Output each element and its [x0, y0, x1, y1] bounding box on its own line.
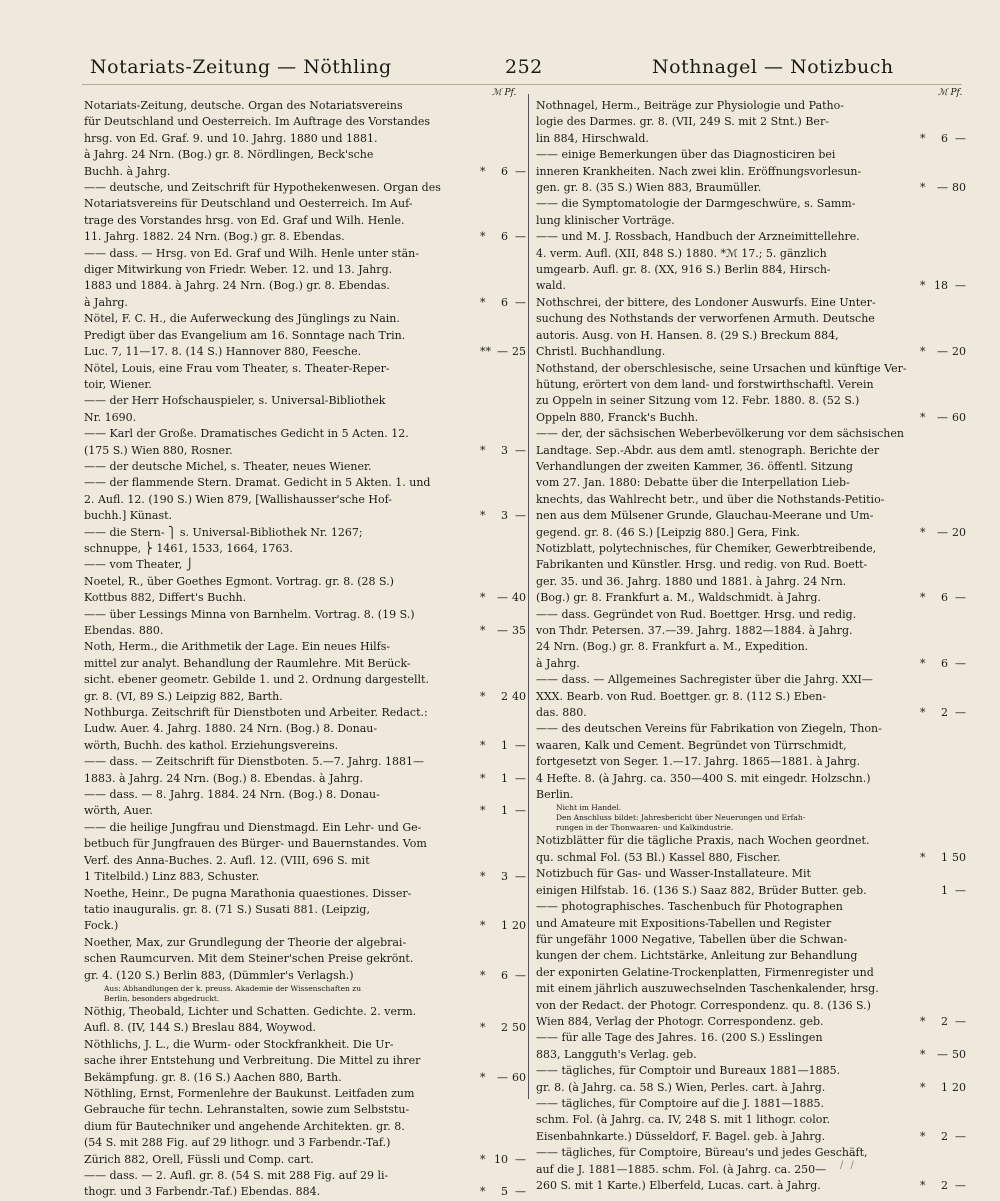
price-star: * [480, 804, 486, 818]
price-star: * [920, 345, 926, 359]
price-star: * [480, 870, 486, 884]
entry-text: Nothschrei, der bittere, des Londoner Auswurfs. Eine Unter- suchung des Nothstands der verworfenen Armuth. Deutsche autoris. Ausg. von H. Hansen. 8. (29 S.) Breckum 884, Christl. Buchhandlung. [536, 295, 876, 359]
entry-text: —— dass. — 2. Aufl. gr. 8. (54 S. mit 288 Fig. auf 29 li- thogr. und 3 Farbendr.-Taf.) Ebendas. 884. [84, 1169, 389, 1199]
entry-text: —— tägliches, für Comptoire, Büreau's und jedes Geschäft, auf die J. 1881—1885. schm. Fol. (à Jahrg. ca. 250— 260 S. mit 1 Karte.) Elberfeld, Lucas. cart. à Jahrg. [536, 1146, 868, 1192]
price-pfennig: — [955, 706, 966, 720]
catalog-entry [536, 426, 966, 541]
price-mark: 2 [941, 1014, 948, 1028]
price-pfennig: 20 [512, 919, 526, 933]
price-star: * [480, 968, 486, 982]
entry-price [480, 918, 526, 934]
entry-price [920, 344, 966, 360]
header-rule [82, 84, 962, 85]
price-pfennig: — [515, 804, 526, 818]
header-right-title: Nothnagel — Notizbuch [652, 56, 894, 78]
entry-price [480, 344, 526, 360]
price-star: * [480, 591, 486, 605]
price-star: ** [480, 345, 491, 359]
price-pfennig: — [955, 591, 966, 605]
price-mark: 6 [501, 968, 508, 982]
price-star: * [480, 919, 486, 933]
catalog-entry [536, 672, 966, 721]
catalog-entry [84, 1037, 526, 1086]
left-column [84, 98, 526, 1201]
price-star: * [480, 1021, 486, 1035]
catalog-entry [84, 393, 526, 426]
entry-price [920, 1014, 966, 1030]
price-mark: — [937, 1047, 948, 1061]
price-mark: 6 [501, 295, 508, 309]
catalog-entry [84, 1086, 526, 1168]
entry-price [920, 180, 966, 196]
entry-text: —— des deutschen Vereins für Fabrikation von Ziegeln, Thon- waaren, Kalk und Cement. Begründet von Türrschmidt, fortgesetzt von Seger. 1.—17. Jahrg. 1865—1881. à Jahrg. 4 Hefte. 8. (à Jahrg. ca. 350—400 S. mit eingedr. Holzschn.) Berlin. [536, 722, 882, 802]
price-star: * [480, 230, 486, 244]
price-mark: — [497, 1070, 508, 1084]
price-pfennig: — [515, 870, 526, 884]
price-pfennig: — [955, 1014, 966, 1028]
price-pfennig: 35 [512, 624, 526, 637]
entry-price [480, 164, 526, 180]
catalog-entry [536, 1063, 966, 1096]
currency-heading-right: ℳ Pf. [938, 88, 963, 98]
entry-text: —— dass. — Hrsg. von Ed. Graf und Wilh. Henle unter stän- diger Mitwirkung von Friedr. Weber. 12. und 13. Jahrg. 1883 und 1884. à Jahrg. 24 Nrn. (Bog.) gr. 8. Ebendas. à Jahrg. [84, 246, 419, 309]
price-mark: 3 [501, 870, 508, 884]
entry-price [480, 508, 526, 524]
catalog-entry [84, 180, 526, 246]
price-pfennig: 40 [512, 591, 526, 605]
price-mark: 5 [501, 1185, 508, 1199]
entry-price [480, 443, 526, 459]
catalog-entry [536, 866, 966, 899]
price-star: * [920, 181, 926, 195]
entry-text: —— der, der sächsischen Weberbevölkerung vor dem sächsischen Landtage. Sep.-Abdr. aus dem amtl. stenograph. Berichte der Verhandlungen der zweiten Kammer, 36. öffentl. Sitzung vom 27. Jan. 1880: Debatte über die Interpellation Lieb- knechts, das Wahlrecht betr., und über die Nothstands-Petitio- nen aus dem Mülsener Grunde, Glauchau-Meerane und Um- gegend. gr. 8. (46 S.) [Leipzig 880.] Gera, Fink. [536, 427, 904, 539]
catalog-entry [84, 607, 526, 640]
price-star: * [480, 443, 486, 457]
catalog-entry [84, 886, 526, 935]
price-star: * [920, 656, 926, 670]
catalog-entry [536, 607, 966, 673]
entry-price [480, 1184, 526, 1200]
price-mark: 6 [941, 591, 948, 605]
price-pfennig: — [515, 968, 526, 982]
entry-text: —— über Lessings Minna von Barnhelm. Vortrag. 8. (19 S.) Ebendas. 880. [84, 607, 415, 637]
entry-text: Nötel, F. C. H., die Auferweckung des Jünglings zu Nain. Predigt über das Evangelium am 16. Sonntage nach Trin. Luc. 7, 11—17. 8. (14 S.) Hannover 880, Feesche. [84, 312, 406, 359]
entry-price [480, 295, 526, 311]
price-star: * [480, 1185, 486, 1199]
catalog-entry [84, 475, 526, 524]
entry-text: —— Karl der Große. Dramatisches Gedicht in 5 Acten. 12. (175 S.) Wien 880, Rosner. [84, 427, 409, 457]
catalog-entry [536, 721, 966, 803]
price-mark: 1 [501, 771, 508, 785]
entry-text: Nothnagel, Herm., Beiträge zur Physiologie und Patho- logie des Darmes. gr. 8. (VII, 249 S. mit 2 Stnt.) Ber- lin 884, Hirschwald. [536, 99, 844, 145]
entry-text: —— der Herr Hofschauspieler, s. Universal-Bibliothek Nr. 1690. [84, 394, 386, 424]
price-mark: 3 [501, 443, 508, 457]
catalog-entry [84, 361, 526, 394]
price-star: * [920, 850, 926, 864]
price-mark: 3 [501, 509, 508, 523]
footer-mark: / / [840, 1160, 856, 1171]
price-mark: 18 [934, 279, 948, 293]
entry-text: Noether, Max, zur Grundlegung der Theorie der algebrai- schen Raumcurven. Mit dem Steiner'schen Preise gekrönt. gr. 4. (120 S.) Berlin 883, (Dümmler's Verlagsh.) [84, 935, 414, 982]
price-pfennig: 60 [952, 410, 966, 424]
entry-text: —— dass. — Zeitschrift für Dienstboten. 5.—7. Jahrg. 1881— 1883. à Jahrg. 24 Nrn. (Bog.) 8. Ebendas. à Jahrg. [84, 755, 425, 785]
entry-price [920, 656, 966, 672]
price-mark: 2 [501, 689, 508, 703]
entry-note: Aus: Abhandlungen der k. preuss. Akademie der Wissenschaften zu Berlin, besonders abgedruckt. [104, 983, 362, 1003]
catalog-entry [84, 246, 526, 312]
catalog-entry [536, 295, 966, 361]
price-pfennig: 25 [512, 345, 526, 359]
entry-price [920, 1129, 966, 1145]
entry-text: Notariats-Zeitung, deutsche. Organ des Notariatsvereins für Deutschland und Oesterreich. Im Auftrage des Vorstandes hrsg. von Ed. Graf. 9. und 10. Jahrg. 1880 und 1881. à Jahrg. 24 Nrn. (Bog.) gr. 8. Nördlingen, Beck'sche Buchh. à Jahrg. [84, 99, 430, 178]
entry-price [920, 410, 966, 426]
price-mark: 2 [941, 1179, 948, 1192]
price-pfennig: — [955, 1179, 966, 1192]
entry-text: Nöthling, Ernst, Formenlehre der Baukunst. Leitfaden zum Gebrauche für techn. Lehranstalten, sowie zum Selbststu- dium für Bautechniker und angehende Architekten. gr. 8. (54 S. mit 288 Fig. auf 29 lithogr. und 3 Farbendr.-Taf.) Zürich 882, Orell, Füssli und Comp. cart. [84, 1086, 415, 1166]
entry-price [480, 771, 526, 787]
entry-text: Nothstand, der oberschlesische, seine Ursachen und künftige Ver- hütung, erörtert von dem land- und forstwirthschaftl. Verein zu Oppeln in seiner Sitzung vom 12. Febr. 1880. 8. (52 S.) Oppeln 880, Franck's Buchh. [536, 361, 907, 424]
price-star: * [920, 591, 926, 605]
entry-text: Noetel, R., über Goethes Egmont. Vortrag. gr. 8. (28 S.) Kottbus 882, Differt's Buchh. [84, 574, 394, 605]
price-star: * [920, 1080, 926, 1094]
entry-text: —— die Symptomatologie der Darmgeschwüre, s. Samm- lung klinischer Vorträge. [536, 197, 856, 227]
price-star: * [480, 771, 486, 785]
price-star: * [480, 1152, 486, 1166]
entry-text: —— dass. — Allgemeines Sachregister über die Jahrg. XXI— XXX. Bearb. von Rud. Boettger. gr. 8. (112 S.) Eben- das. 880. [536, 673, 873, 720]
entry-price [920, 1047, 966, 1063]
entry-text: —— der flammende Stern. Dramat. Gedicht in 5 Akten. 1. und 2. Aufl. 12. (190 S.) Wien 879, [Wallishausser'sche Hof- buchh.] Künast. [84, 476, 431, 523]
catalog-entry [84, 574, 526, 607]
price-pfennig: 80 [952, 181, 966, 195]
entry-text: Nothburga. Zeitschrift für Dienstboten und Arbeiter. Redact.: Ludw. Auer. 4. Jahrg. 1880. 24 Nrn. (Bog.) 8. Donau- wörth, Buchh. des kathol. Erziehungsvereins. [84, 706, 428, 752]
price-star: * [480, 509, 486, 523]
entry-text: —— und M. J. Rossbach, Handbuch der Arzneimittellehre. 4. verm. Aufl. (XII, 848 S.) 1880. *ℳ 17.; 5. gänzlich umgearb. Aufl. gr. 8. (XX, 916 S.) Berlin 884, Hirsch- wald. [536, 230, 860, 293]
price-mark: 6 [941, 131, 948, 145]
entry-price [920, 1080, 966, 1096]
entry-price [480, 968, 526, 984]
price-mark: 6 [501, 164, 508, 178]
price-mark: — [937, 345, 948, 359]
price-pfennig: — [955, 131, 966, 145]
entry-price [480, 229, 526, 245]
price-mark: — [497, 345, 508, 359]
catalog-entry [84, 525, 526, 574]
entry-text: Noth, Herm., die Arithmetik der Lage. Ein neues Hilfs- mittel zur analyt. Behandlung der Raumlehre. Mit Berück- sicht. ebener geometr. Gebilde 1. und 2. Ordnung dargestellt. gr. 8. (VI, 89 S.) Leipzig 882, Barth. [84, 640, 429, 703]
price-star: * [920, 410, 926, 424]
entry-text: Notizblätter für die tägliche Praxis, nach Wochen geordnet. qu. schmal Fol. (53 Bl.) Kassel 880, Fischer. [536, 834, 870, 864]
catalog-entry [84, 426, 526, 459]
catalog-entry [84, 820, 526, 886]
entry-text: —— die Stern- ⎫ s. Universal-Bibliothek Nr. 1267; schnuppe, ⎬ 1461, 1533, 1664, 1763. —— vom Theater, ⎭ [84, 525, 363, 572]
entry-text: —— die heilige Jungfrau und Dienstmagd. Ein Lehr- und Ge- betbuch für Jungfrauen des Bürger- und Bauernstandes. Vom Verf. des Anna-Buches. 2. Aufl. 12. (VIII, 696 S. mit 1 Titelbild.) Linz 883, Schuster. [84, 820, 427, 884]
price-star: * [920, 525, 926, 539]
entry-price [920, 590, 966, 606]
entry-text: Nöthlichs, J. L., die Wurm- oder Stockfrankheit. Die Ur- sache ihrer Entstehung und Verbreitung. Die Mittel zu ihrer Bekämpfung. gr. 8. (16 S.) Aachen 880, Barth. [84, 1037, 421, 1084]
entry-price [480, 689, 526, 705]
entry-text: —— für alle Tage des Jahres. 16. (200 S.) Esslingen 883, Langguth's Verlag. geb. [536, 1031, 823, 1061]
price-mark: — [937, 525, 948, 539]
catalog-entry [84, 639, 526, 705]
entry-text: —— dass. — 8. Jahrg. 1884. 24 Nrn. (Bog.) 8. Donau- wörth, Auer. [84, 788, 380, 818]
entry-price [480, 738, 526, 754]
price-pfennig: — [955, 279, 966, 293]
price-pfennig: 20 [952, 345, 966, 359]
price-star: * [920, 279, 926, 293]
catalog-entry [536, 361, 966, 427]
price-star [920, 883, 934, 899]
entry-price [920, 850, 966, 866]
price-star: * [920, 1179, 926, 1192]
price-star: * [920, 706, 926, 720]
price-pfennig: — [515, 443, 526, 457]
price-pfennig: — [515, 509, 526, 523]
price-mark: 1 [941, 850, 948, 864]
entry-price [920, 1178, 966, 1194]
price-mark: 10 [494, 1152, 508, 1166]
price-star: * [480, 1070, 486, 1084]
price-mark: 1 [941, 1080, 948, 1094]
entry-price [920, 705, 966, 721]
price-mark: 2 [941, 706, 948, 720]
price-pfennig: — [515, 230, 526, 244]
price-pfennig: — [515, 771, 526, 785]
price-mark: — [497, 624, 508, 637]
price-mark: 2 [941, 1129, 948, 1143]
price-star: * [920, 131, 926, 145]
entry-text: —— deutsche, und Zeitschrift für Hypothekenwesen. Organ des Notariatsvereins für Deutschland und Oesterreich. Im Auf- trage des Vorstandes hrsg. von Ed. Graf und Wilh. Henle. 11. Jahrg. 1882. 24 Nrn. (Bog.) gr. 8. Ebendas. [84, 181, 441, 244]
catalog-entry [84, 705, 526, 754]
entry-text: —— einige Bemerkungen über das Diagnosticiren bei inneren Krankheiten. Nach zwei klin. Eröffnungsvorlesun- gen. gr. 8. (35 S.) Wien 883, Braumüller. [536, 148, 862, 195]
price-mark: 6 [501, 230, 508, 244]
entry-price [480, 869, 526, 885]
price-pfennig: — [515, 1152, 526, 1166]
catalog-entry [536, 147, 966, 196]
entry-note: Nicht im Handel. Den Anschluss bildet: Jahresbericht über Neuerungen und Erfah- rungen in der Thonwaaren- und Kalkindustrie. [556, 803, 806, 833]
price-pfennig: 50 [952, 850, 966, 864]
catalog-entry [536, 541, 966, 607]
catalog-entry [84, 98, 526, 180]
entry-text: Notizblatt, polytechnisches, für Chemiker, Gewerbtreibende, Fabrikanten und Künstler. Hrsg. und redig. von Rud. Boett- ger. 35. und 36. Jahrg. 1880 und 1881. à Jahrg. 24 Nrn. (Bog.) gr. 8. Frankfurt a. M., Waldschmidt. à Jahrg. [536, 541, 877, 605]
entry-price [480, 803, 526, 819]
entry-price [480, 623, 526, 639]
price-star: * [920, 1129, 926, 1143]
price-pfennig: — [515, 295, 526, 309]
price-mark: 1 [501, 919, 508, 933]
entry-text: —— tägliches, für Comptoir und Bureaux 1881—1885. gr. 8. (à Jahrg. ca. 58 S.) Wien, Perles. cart. à Jahrg. [536, 1064, 841, 1094]
column-divider [528, 94, 529, 1099]
catalog-entry [84, 459, 526, 475]
price-pfennig: 60 [512, 1070, 526, 1084]
right-column [536, 98, 966, 1194]
catalog-entry [84, 787, 526, 820]
price-pfennig: 50 [952, 1047, 966, 1061]
catalog-entry [536, 899, 966, 1030]
entry-price [920, 278, 966, 294]
price-mark: 1 [501, 738, 508, 752]
entry-text: Nötel, Louis, eine Frau vom Theater, s. Theater-Reper- toir, Wiener. [84, 361, 390, 391]
entry-text: —— tägliches, für Comptoire auf die J. 1881—1885. schm. Fol. (à Jahrg. ca. IV, 248 S. mit 1 lithogr. color. Eisenbahnkarte.) Düsseldorf, F. Bagel. geb. à Jahrg. [536, 1096, 830, 1143]
price-mark: 2 [501, 1021, 508, 1035]
price-mark: — [937, 410, 948, 424]
price-pfennig: — [955, 656, 966, 670]
price-star: * [480, 738, 486, 752]
catalog-entry [536, 196, 966, 229]
entry-price [480, 1152, 526, 1168]
price-pfennig: — [955, 883, 966, 897]
entry-text: —— der deutsche Michel, s. Theater, neues Wiener. [84, 459, 372, 473]
entry-price [480, 590, 526, 606]
price-mark: — [497, 591, 508, 605]
price-star: * [480, 624, 486, 637]
catalog-entry [536, 833, 966, 866]
entry-text: Nöthig, Theobald, Lichter und Schatten. Gedichte. 2. verm. Aufl. 8. (IV, 144 S.) Breslau 884, Woywod. [84, 1004, 417, 1035]
catalog-entry [536, 1030, 966, 1063]
entry-text: Noethe, Heinr., De pugna Marathonia quaestiones. Disser- tatio inauguralis. gr. 8. (71 S.) Susati 881. (Leipzig, Fock.) [84, 886, 412, 933]
price-pfennig: 20 [952, 525, 966, 539]
price-star: * [920, 1014, 926, 1028]
entry-price [480, 1020, 526, 1036]
catalog-entry [84, 935, 526, 984]
price-pfennig: — [515, 1185, 526, 1199]
entry-text: —— photographisches. Taschenbuch für Photographen und Amateure mit Expositions-Tabellen und Register für ungefähr 1000 Negative, Tabellen über die Schwan- kungen der chem. Lichtstärke, Anleitung zur Behandlung der exponirten Gelatine-Trockenplatten, Firmenregister und mit einem jährlich auszuwechselnden Taschenkalender, hrsg. von der Redact. der Photogr. Correspondenz. qu. 8. (136 S.) Wien 884, Verlag der Photogr. Correspondenz. geb. [536, 900, 879, 1028]
price-pfennig: — [515, 738, 526, 752]
catalog-entry [84, 1004, 526, 1037]
price-pfennig: 20 [952, 1080, 966, 1094]
page-number: 252 [505, 56, 543, 78]
price-star: * [920, 1047, 926, 1061]
price-pfennig: 40 [512, 689, 526, 703]
entry-price [920, 131, 966, 147]
entry-text: —— dass. Gegründet von Rud. Boettger. Hrsg. und redig. von Thdr. Petersen. 37.—39. Jahrg. 1882—1884. à Jahrg. 24 Nrn. (Bog.) gr. 8. Frankfurt a. M., Expedition. à Jahrg. [536, 607, 857, 670]
entry-price [920, 883, 966, 899]
entry-price [920, 525, 966, 541]
price-mark: — [937, 181, 948, 195]
catalog-entry [84, 754, 526, 787]
catalog-entry [84, 311, 526, 360]
price-star: * [480, 295, 486, 309]
price-star: * [480, 689, 486, 703]
price-mark: 1 [941, 883, 948, 897]
entry-price [480, 1070, 526, 1086]
price-pfennig: — [515, 164, 526, 178]
price-pfennig: 50 [512, 1021, 526, 1035]
price-pfennig: — [955, 1129, 966, 1143]
price-mark: 1 [501, 804, 508, 818]
price-star: * [480, 164, 486, 178]
catalog-entry [536, 1145, 966, 1194]
catalog-entry [536, 1096, 966, 1145]
price-mark: 6 [941, 656, 948, 670]
catalog-entry [536, 229, 966, 295]
catalog-entry [84, 1168, 526, 1201]
catalog-entry [536, 98, 966, 147]
header-left-title: Notariats-Zeitung — Nöthling [90, 56, 392, 78]
entry-text: Notizbuch für Gas- und Wasser-Installateure. Mit einigen Hilfstab. 16. (136 S.) Saaz 882, Brüder Butter. geb. [536, 867, 867, 897]
currency-heading-left: ℳ Pf. [492, 88, 517, 98]
